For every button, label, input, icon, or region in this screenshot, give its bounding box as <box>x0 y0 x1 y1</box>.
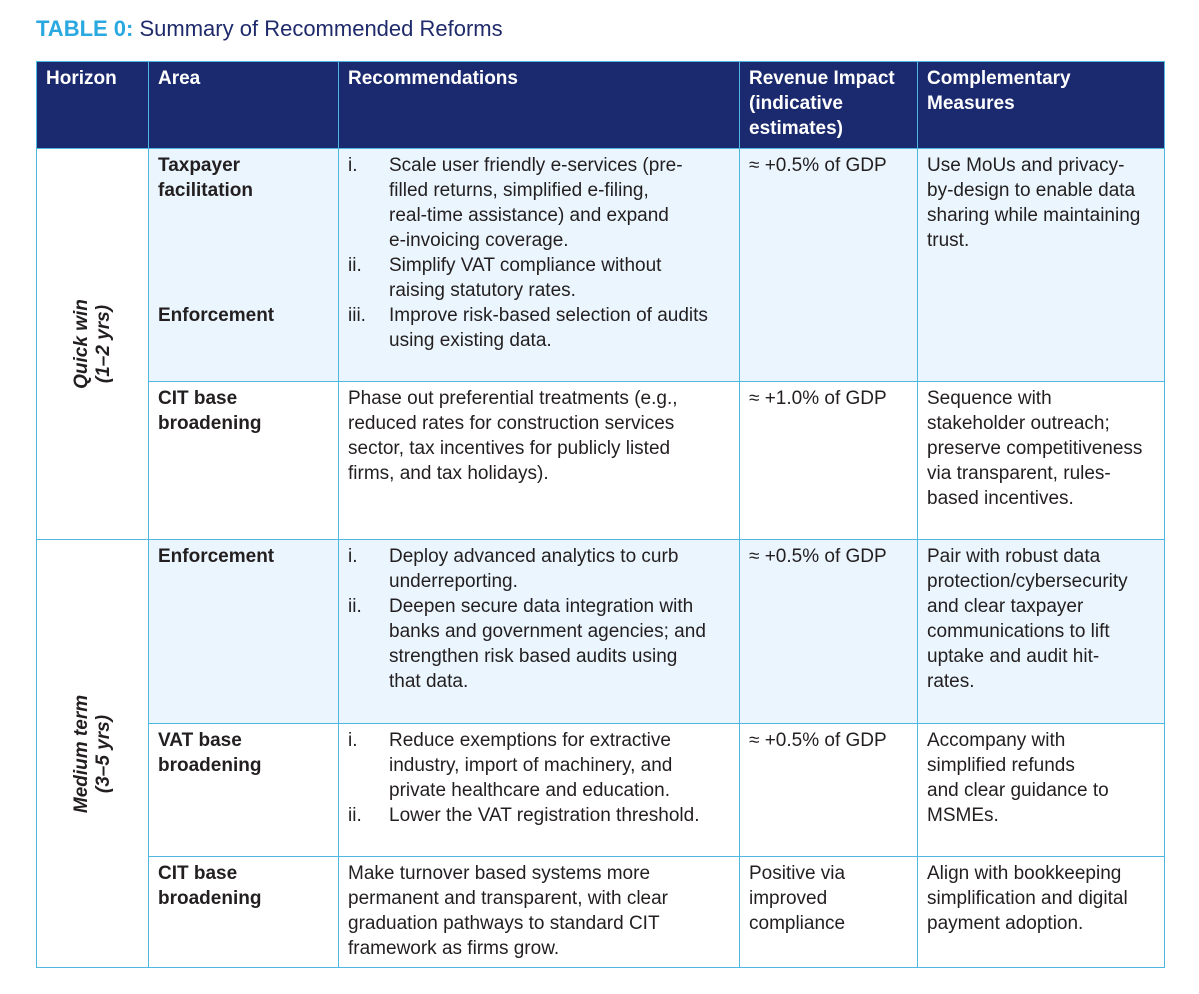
revenue-cell: ≈ +0.5% of GDP <box>740 149 918 382</box>
recommendations-cell <box>339 540 740 724</box>
table-number: TABLE 0: <box>36 16 134 41</box>
table-title <box>36 14 503 44</box>
table-row <box>37 724 1165 857</box>
reforms-table <box>36 61 1165 968</box>
recommendations-cell: Phase out preferential treatments (e.g., reduced rates for construction services sector, tax incentives for publicly listed firms, and tax holidays). <box>339 382 740 540</box>
header-complementary <box>918 62 1165 149</box>
list-item: ii. Simplify VAT compliance without raising statutory rates. <box>348 255 662 301</box>
revenue-cell: Positive via improved compliance <box>740 857 918 968</box>
complementary-cell: Accompany with simplified refunds and clear guidance to MSMEs. <box>918 724 1165 857</box>
list-item: iii. Improve risk-based selection of audits using existing data. <box>348 305 708 351</box>
complementary-cell: Use MoUs and privacy- by-design to enable data sharing while maintaining trust. <box>918 149 1165 382</box>
recommendations-cell: Make turnover based systems more permanent and transparent, with clear graduation pathways to standard CIT framework as firms grow. <box>339 857 740 968</box>
header-revenue-impact <box>740 62 918 149</box>
recommendations-cell <box>339 724 740 857</box>
area-cell: CIT base broadening <box>149 857 339 968</box>
area-cell: VAT base broadening <box>149 724 339 857</box>
area-cell: Enforcement <box>149 540 339 724</box>
complementary-cell: Sequence with stakeholder outreach; preserve competitiveness via transparent, rules- based incentives. <box>918 382 1165 540</box>
horizon-label: Quick win <box>71 299 92 389</box>
header-area: Area <box>149 62 339 149</box>
list-item: i. Deploy advanced analytics to curb underreporting. <box>348 546 679 592</box>
area-cell <box>149 149 339 382</box>
list-item: ii. Lower the VAT registration threshold. <box>348 805 700 826</box>
revenue-cell: ≈ +1.0% of GDP <box>740 382 918 540</box>
revenue-cell: ≈ +0.5% of GDP <box>740 540 918 724</box>
header-revenue-line: (indicative <box>749 93 843 114</box>
area-cell: CIT base broadening <box>149 382 339 540</box>
table-row <box>37 149 1165 382</box>
horizon-label: Medium term <box>71 694 92 813</box>
complementary-cell: Pair with robust data protection/cybersecurity and clear taxpayer communications to lift uptake and audit hit- rates. <box>918 540 1165 724</box>
list-item: ii. Deepen secure data integration with banks and government agencies; and strengthen risk based audits using that data. <box>348 596 706 692</box>
table-caption: Summary of Recommended Reforms <box>139 16 503 41</box>
complementary-cell: Align with bookkeeping simplification and digital payment adoption. <box>918 857 1165 968</box>
horizon-quick-win <box>37 149 149 540</box>
header-recommendations: Recommendations <box>339 62 740 149</box>
header-revenue-line: estimates) <box>749 118 843 139</box>
table-row <box>37 857 1165 968</box>
header-complementary-line: Complementary <box>927 68 1071 89</box>
header-revenue-line: Revenue Impact <box>749 68 895 89</box>
area-label: Enforcement <box>158 305 275 326</box>
area-label: Taxpayer <box>158 155 241 176</box>
horizon-period: (1–2 yrs) <box>93 304 114 384</box>
horizon-medium-term <box>37 540 149 968</box>
table-row <box>37 382 1165 540</box>
list-item: i. Reduce exemptions for extractive industry, import of machinery, and private healthcare and education. <box>348 730 673 801</box>
recommendations-cell <box>339 149 740 382</box>
table-header <box>37 62 1165 149</box>
table-row <box>37 540 1165 724</box>
header-complementary-line: Measures <box>927 93 1015 114</box>
list-item: i. Scale user friendly e-services (pre- filled returns, simplified e-filing, real-time assistance) and expand e-invoicing coverage. <box>348 155 683 251</box>
revenue-cell: ≈ +0.5% of GDP <box>740 724 918 857</box>
area-label: facilitation <box>158 180 254 201</box>
header-horizon: Horizon <box>37 62 149 149</box>
horizon-period: (3–5 yrs) <box>93 714 114 793</box>
